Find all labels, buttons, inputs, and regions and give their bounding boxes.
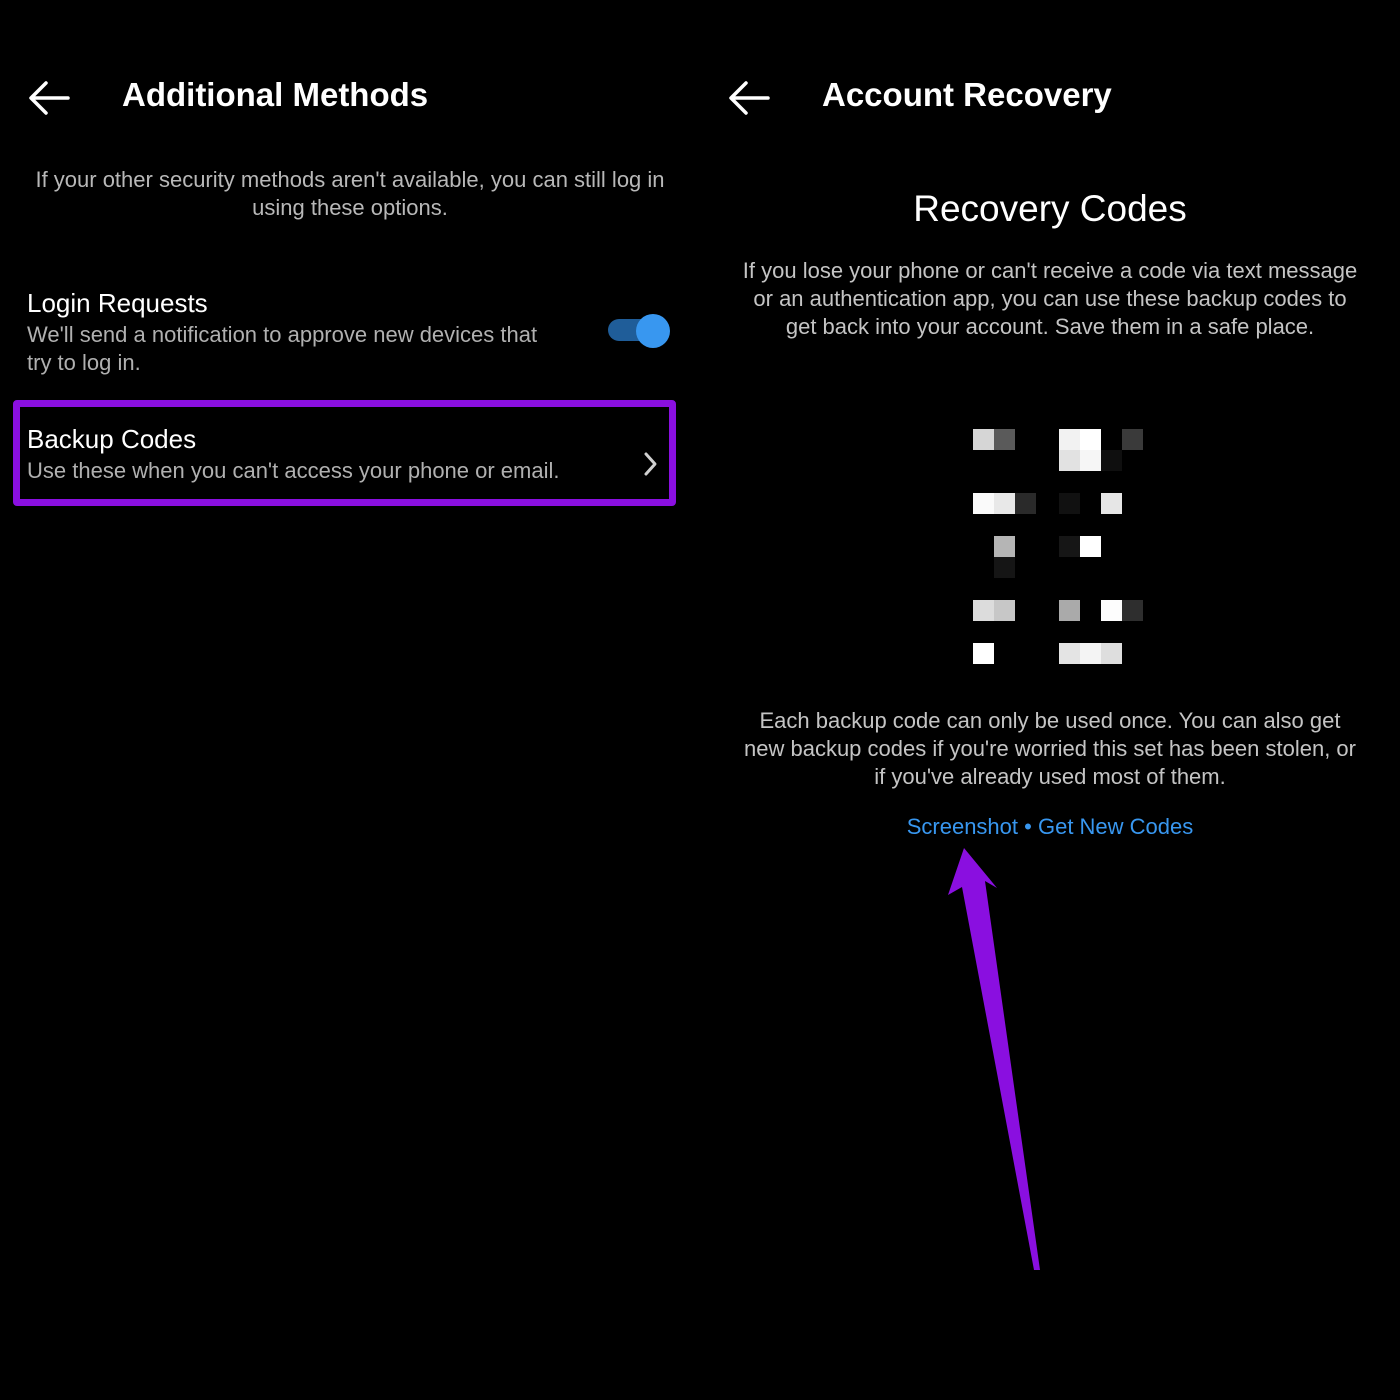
page-title: Account Recovery xyxy=(822,76,1112,113)
pixelated-backup-codes xyxy=(970,425,1150,670)
get-new-codes-link[interactable]: Get New Codes xyxy=(1037,814,1194,839)
code-pixel xyxy=(1015,493,1036,514)
code-pixel xyxy=(1101,450,1122,471)
recovery-codes-title: Recovery Codes xyxy=(913,188,1187,229)
login-requests-description: We'll send a notification to approve new devices that try to log in. xyxy=(27,322,538,375)
link-separator: • xyxy=(1024,814,1032,839)
account-recovery-screen xyxy=(700,0,1400,1400)
code-pixel xyxy=(994,600,1015,621)
backup-codes-title: Backup Codes xyxy=(27,424,197,454)
screenshot-link[interactable]: Screenshot xyxy=(906,814,1019,839)
code-pixel xyxy=(973,600,994,621)
code-pixel xyxy=(1101,493,1122,514)
code-pixel xyxy=(1101,643,1122,664)
code-pixel xyxy=(1059,536,1080,557)
code-pixel xyxy=(1080,643,1101,664)
login-requests-toggle[interactable] xyxy=(606,314,670,346)
code-pixel xyxy=(1080,536,1101,557)
code-pixel xyxy=(1122,429,1143,450)
login-requests-row xyxy=(27,287,567,377)
code-pixel xyxy=(1059,600,1080,621)
recovery-links xyxy=(700,814,1400,840)
code-pixel xyxy=(1080,429,1101,450)
backup-code-note: Each backup code can only be used once. You can also get new backup codes if you're worried this set has been stolen, or if you've already used most of them. xyxy=(744,708,1356,789)
backup-codes-description: Use these when you can't access your phone or email. xyxy=(27,458,560,483)
intro-text: If your other security methods aren't available, you can still log in using these options. xyxy=(35,167,665,220)
code-pixel xyxy=(973,643,994,664)
recovery-description: If you lose your phone or can't receive a code via text message or an authentication app, you can use these backup codes to get back into your account. Save them in a safe place. xyxy=(742,258,1358,339)
code-pixel xyxy=(994,536,1015,557)
code-pixel xyxy=(994,493,1015,514)
login-requests-title: Login Requests xyxy=(27,288,208,318)
code-pixel xyxy=(973,493,994,514)
code-pixel xyxy=(1059,450,1080,471)
code-pixel xyxy=(1101,600,1122,621)
code-pixel xyxy=(1080,450,1101,471)
arrow-left-icon[interactable] xyxy=(728,80,770,116)
annotation-arrow-shape xyxy=(948,848,1040,1270)
code-pixel xyxy=(994,557,1015,578)
code-pixel xyxy=(973,429,994,450)
code-pixel xyxy=(1059,643,1080,664)
chevron-right-icon[interactable] xyxy=(643,451,659,477)
backup-codes-row[interactable] xyxy=(27,423,627,485)
page-title: Additional Methods xyxy=(122,76,429,113)
code-pixel xyxy=(1059,429,1080,450)
code-pixel xyxy=(1122,600,1143,621)
code-pixel xyxy=(1059,493,1080,514)
code-pixel xyxy=(994,429,1015,450)
arrow-left-icon[interactable] xyxy=(28,80,70,116)
toggle-knob xyxy=(636,314,670,348)
